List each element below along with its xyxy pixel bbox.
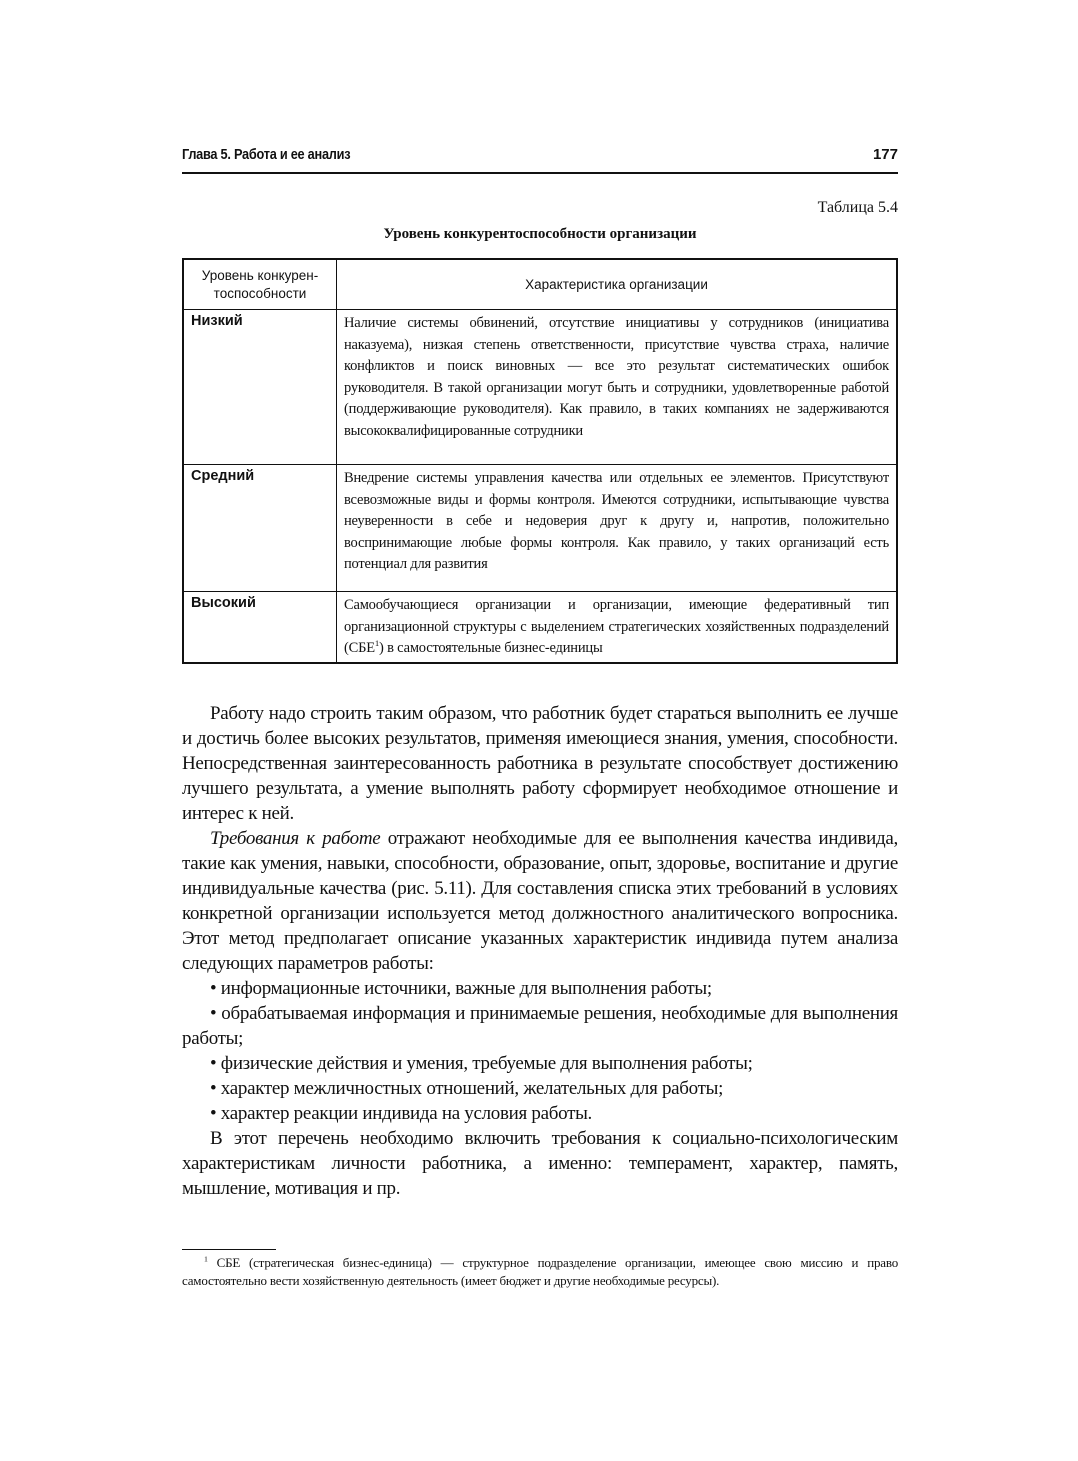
footnote-text: СБЕ (стратегическая бизнес-единица) — структурное подразделение организации, имеющее свою миссию и право самостоятельно вести хозяйственную деятельность (имеет бюджет и другие необходимые ресурсы). — [182, 1255, 898, 1288]
table-row — [183, 310, 897, 465]
paragraph: Работу надо строить таким образом, что работник будет стараться выполнить ее лучше и достичь более высоких результатов, применяя имеющиеся знания, умения, способности. Непосредственная заинтересованность работника в результате способствует достижению лучшего результата, а умение выполнять работу сформирует необходимое отношение и интерес к ней. — [182, 703, 898, 824]
bullet-item: • характер межличностных отношений, желательных для работы; — [210, 1078, 724, 1099]
bullet-item: • информационные источники, важные для выполнения работы; — [210, 978, 712, 999]
header-characteristic: Характеристика организации — [337, 259, 898, 310]
paragraph — [182, 826, 898, 976]
bullet-item: • обрабатываемая информация и принимаемые решения, необходимые для выполнения работы; — [182, 1003, 898, 1049]
bullet-item: • характер реакции индивида на условия работы. — [210, 1103, 592, 1124]
running-head — [182, 146, 898, 174]
footnote-marker: 1 — [204, 1254, 208, 1264]
page-number: 177 — [872, 146, 898, 163]
level-cell: Средний — [183, 465, 337, 592]
description-cell — [337, 592, 898, 663]
description-text: ) в самостоятельные бизнес-единицы — [379, 640, 603, 656]
competitiveness-table — [182, 258, 898, 664]
term-emphasis: Требования к работе — [210, 828, 381, 849]
footnote-divider — [182, 1249, 276, 1250]
chapter-title: Глава 5. Работа и ее анализ — [182, 146, 351, 163]
table-row — [183, 592, 897, 663]
footnote-reference[interactable]: 1 — [374, 638, 380, 649]
bullet-item: • физические действия и умения, требуемые для выполнения работы; — [210, 1053, 753, 1074]
level-cell: Высокий — [183, 592, 337, 663]
table-header-row — [183, 259, 897, 310]
table-number-label: Таблица 5.4 — [817, 199, 898, 216]
level-cell: Низкий — [183, 310, 337, 465]
header-level: Уровень конкурен-тоспособности — [183, 259, 337, 310]
table-row — [183, 465, 897, 592]
description-text: Самообучающиеся организации и организации, имеющие федеративный тип организационной структуры с выделением стратегических хозяйственных подразделений (СБЕ — [344, 597, 889, 656]
table-title: Уровень конкурентоспособности организации — [383, 226, 697, 242]
paragraph-text: отражают необходимые для ее выполнения качества индивида, такие как умения, навыки, способности, образование, опыт, здоровье, воспитание и другие индивидуальные качества (рис. 5.11). Для составления списка этих требований в условиях конкретной организации используется метод должностного аналитического вопросника. Этот метод предполагает описание указанных характеристик индивида путем анализа следующих параметров работы: — [182, 828, 899, 974]
paragraph: В этот перечень необходимо включить требования к социально-психологическим характеристикам личности работника, а именно: темперамент, характер, память, мышление, мотивация и пр. — [182, 1128, 898, 1199]
description-cell: Наличие системы обвинений, отсутствие инициативы у сотрудников (инициатива наказуема), низкая степень ответственности, присутствие чувства страха, наличие конфликтов и поиск виновных — все это результат систематических ошибок руководителя. В такой организации могут быть и сотрудники, удовлетворенные работой (поддерживающие руководителя). Как правило, в таких компаниях не задерживаются высококвалифицированные сотрудники — [337, 310, 898, 465]
description-cell: Внедрение системы управления качества или отдельных ее элементов. Присутствуют всевозможные виды и формы контроля. Имеются сотрудники, испытывающие чувства неуверенности в себе и недоверия друг к другу и, напротив, положительно воспринимающие любые формы контроля. Как правило, у таких организаций есть потенциал для развития — [337, 465, 898, 592]
body-text — [182, 701, 898, 1201]
footnote — [182, 1254, 898, 1289]
